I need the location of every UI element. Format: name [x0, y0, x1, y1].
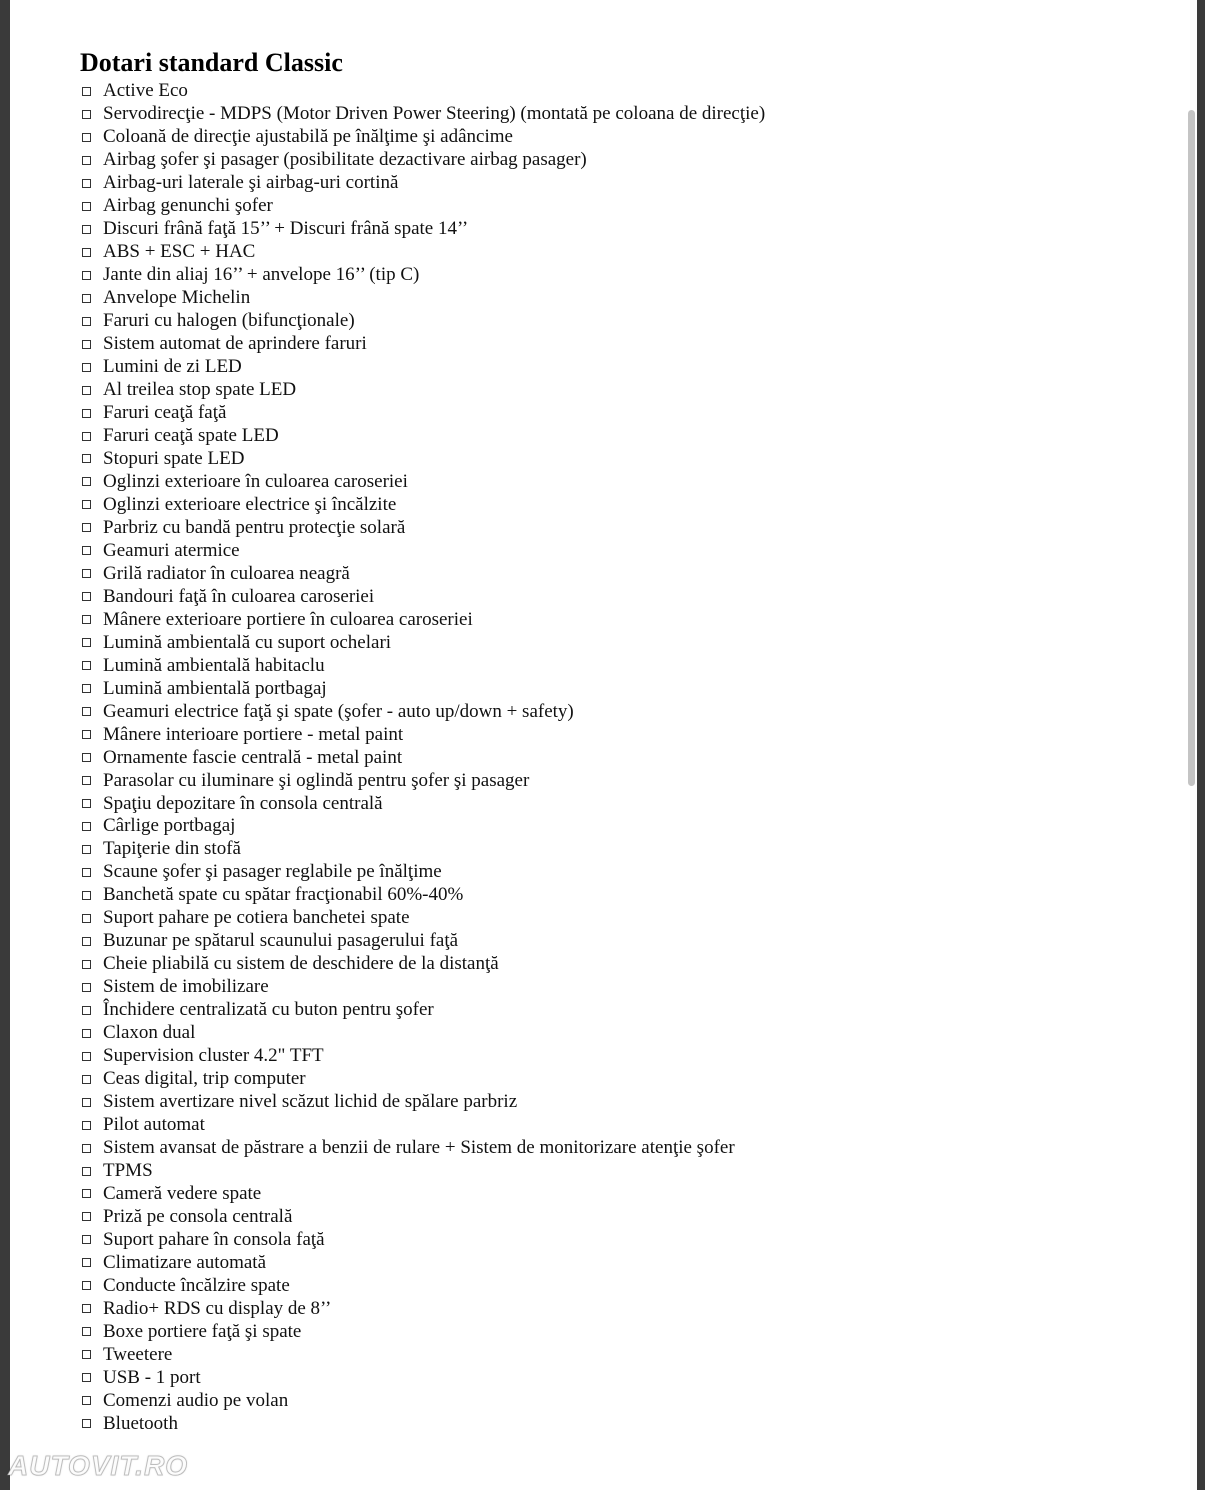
checkbox-icon	[82, 1052, 91, 1061]
list-item-label: Lumină ambientală habitaclu	[103, 654, 325, 676]
checkbox-icon	[82, 432, 91, 441]
checkbox-icon	[82, 1167, 91, 1176]
checkbox-icon	[82, 1121, 91, 1130]
list-item	[80, 103, 765, 126]
checkbox-icon	[82, 592, 91, 601]
list-item-label: Lumină ambientală portbagaj	[103, 677, 327, 699]
list-item-label: Parasolar cu iluminare şi oglindă pentru şofer şi pasager	[103, 769, 530, 791]
checkbox-icon	[82, 1029, 91, 1038]
list-item	[80, 723, 765, 746]
list-item	[80, 241, 765, 264]
checkbox-icon	[82, 753, 91, 762]
checkbox-icon	[82, 133, 91, 142]
checkbox-icon	[82, 937, 91, 946]
list-item	[80, 493, 765, 516]
checkbox-icon	[82, 1235, 91, 1244]
list-item-label: Geamuri electrice faţă şi spate (şofer - auto up/down + safety)	[103, 700, 574, 722]
list-item	[80, 1183, 765, 1206]
list-item	[80, 654, 765, 677]
list-item-label: Claxon dual	[103, 1022, 196, 1044]
checkbox-icon	[82, 730, 91, 739]
checkbox-icon	[82, 271, 91, 280]
list-item	[80, 884, 765, 907]
list-item-label: Spaţiu depozitare în consola centrală	[103, 792, 383, 814]
list-item-label: Cârlige portbagaj	[103, 815, 236, 837]
checkbox-icon	[82, 1258, 91, 1267]
list-item	[80, 1274, 765, 1297]
list-item-label: Boxe portiere faţă şi spate	[103, 1320, 302, 1342]
list-item	[80, 470, 765, 493]
checkbox-icon	[82, 1144, 91, 1153]
checkbox-icon	[82, 454, 91, 463]
checkbox-icon	[82, 87, 91, 96]
list-item	[80, 631, 765, 654]
list-item	[80, 999, 765, 1022]
checkbox-icon	[82, 1189, 91, 1198]
list-item-label: Coloană de direcţie ajustabilă pe înălţime şi adâncime	[103, 126, 513, 148]
list-item-label: Parbriz cu bandă pentru protecţie solară	[103, 516, 406, 538]
checkbox-icon	[82, 799, 91, 808]
list-item	[80, 1091, 765, 1114]
list-item	[80, 126, 765, 149]
list-item	[80, 1297, 765, 1320]
list-item-label: ABS + ESC + HAC	[103, 241, 256, 263]
list-item-label: Scaune şofer şi pasager reglabile pe înălţime	[103, 861, 442, 883]
list-item	[80, 1137, 765, 1160]
list-item	[80, 1343, 765, 1366]
list-item-label: Conducte încălzire spate	[103, 1274, 290, 1296]
list-item	[80, 402, 765, 425]
list-item	[80, 1160, 765, 1183]
list-item	[80, 585, 765, 608]
checkbox-icon	[82, 638, 91, 647]
checkbox-icon	[82, 1419, 91, 1428]
list-item-label: Climatizare automată	[103, 1251, 267, 1273]
list-item	[80, 976, 765, 999]
list-item	[80, 516, 765, 539]
list-item	[80, 746, 765, 769]
list-item	[80, 80, 765, 103]
list-item	[80, 172, 765, 195]
list-item-label: Banchetă spate cu spătar fracţionabil 60%-40%	[103, 884, 464, 906]
list-item	[80, 379, 765, 402]
checkbox-icon	[82, 294, 91, 303]
list-item-label: Airbag genunchi şofer	[103, 195, 273, 217]
checkbox-icon	[82, 1006, 91, 1015]
checkbox-icon	[82, 156, 91, 165]
list-item-label: Jante din aliaj 16’’ + anvelope 16’’ (tip C)	[103, 264, 420, 286]
list-item	[80, 1045, 765, 1068]
checkbox-icon	[82, 225, 91, 234]
checkbox-icon	[82, 1350, 91, 1359]
list-item-label: Suport pahare în consola faţă	[103, 1228, 325, 1250]
checkbox-icon	[82, 477, 91, 486]
list-item	[80, 195, 765, 218]
list-item	[80, 953, 765, 976]
list-item-label: Faruri cu halogen (bifuncţionale)	[103, 310, 355, 332]
list-item	[80, 1114, 765, 1137]
checkbox-icon	[82, 983, 91, 992]
checkbox-icon	[82, 1396, 91, 1405]
list-item-label: Ornamente fascie centrală - metal paint	[103, 746, 403, 768]
checkbox-icon	[82, 615, 91, 624]
list-item	[80, 1320, 765, 1343]
list-item-label: Tapiţerie din stofă	[103, 838, 241, 860]
list-item	[80, 448, 765, 471]
checkbox-icon	[82, 110, 91, 119]
list-item-label: Sistem avansat de păstrare a benzii de rulare + Sistem de monitorizare atenţie şofer	[103, 1137, 735, 1159]
checkbox-icon	[82, 1075, 91, 1084]
list-item-label: USB - 1 port	[103, 1366, 201, 1388]
list-item	[80, 1205, 765, 1228]
checkbox-icon	[82, 363, 91, 372]
list-item	[80, 287, 765, 310]
checkbox-icon	[82, 409, 91, 418]
list-item	[80, 1251, 765, 1274]
list-item-label: Mânere interioare portiere - metal paint	[103, 723, 404, 745]
list-item-label: Lumină ambientală cu suport ochelari	[103, 631, 392, 653]
checkbox-icon	[82, 500, 91, 509]
list-item-label: Sistem avertizare nivel scăzut lichid de spălare parbriz	[103, 1091, 518, 1113]
list-item	[80, 907, 765, 930]
checkbox-icon	[82, 1373, 91, 1382]
list-item-label: Stopuri spate LED	[103, 447, 245, 469]
checkbox-icon	[82, 1327, 91, 1336]
list-item-label: Pilot automat	[103, 1114, 205, 1136]
checkbox-icon	[82, 340, 91, 349]
checkbox-icon	[82, 822, 91, 831]
list-item	[80, 218, 765, 241]
checkbox-icon	[82, 1212, 91, 1221]
list-item-label: Bandouri faţă în culoarea caroseriei	[103, 585, 375, 607]
checkbox-icon	[82, 684, 91, 693]
list-item	[80, 838, 765, 861]
checkbox-icon	[82, 868, 91, 877]
list-item	[80, 425, 765, 448]
list-item	[80, 1022, 765, 1045]
list-item-label: Sistem automat de aprindere faruri	[103, 333, 367, 355]
list-item-label: Oglinzi exterioare în culoarea caroseriei	[103, 470, 408, 492]
scrollbar-thumb[interactable]	[1188, 110, 1195, 786]
list-item-label: TPMS	[103, 1160, 153, 1182]
list-item-label: Ceas digital, trip computer	[103, 1068, 306, 1090]
list-item	[80, 930, 765, 953]
list-item-label: Comenzi audio pe volan	[103, 1389, 289, 1411]
list-item	[80, 310, 765, 333]
list-item-label: Airbag şofer şi pasager (posibilitate dezactivare airbag pasager)	[103, 149, 587, 171]
list-item-label: Tweetere	[103, 1343, 173, 1365]
list-item-label: Oglinzi exterioare electrice şi încălzite	[103, 493, 397, 515]
list-item	[80, 356, 765, 379]
list-item-label: Bluetooth	[103, 1412, 178, 1434]
list-item	[80, 700, 765, 723]
list-item-label: Supervision cluster 4.2" TFT	[103, 1045, 324, 1067]
watermark-logo: AUTOVIT.RO	[8, 1450, 189, 1481]
checkbox-icon	[82, 386, 91, 395]
checkbox-icon	[82, 707, 91, 716]
checkbox-icon	[82, 317, 91, 326]
list-item-label: Active Eco	[103, 80, 188, 102]
list-item-label: Grilă radiator în culoarea neagră	[103, 562, 350, 584]
list-item	[80, 1228, 765, 1251]
checkbox-icon	[82, 569, 91, 578]
list-item	[80, 333, 765, 356]
list-item	[80, 1412, 765, 1435]
list-item-label: Lumini de zi LED	[103, 356, 242, 378]
checkbox-icon	[82, 960, 91, 969]
list-item-label: Airbag-uri laterale şi airbag-uri cortină	[103, 172, 399, 194]
list-item	[80, 861, 765, 884]
list-item	[80, 792, 765, 815]
features-list	[80, 80, 765, 1435]
checkbox-icon	[82, 776, 91, 785]
checkbox-icon	[82, 1304, 91, 1313]
list-item-label: Cameră vedere spate	[103, 1182, 262, 1204]
list-item	[80, 677, 765, 700]
list-item	[80, 264, 765, 287]
checkbox-icon	[82, 202, 91, 211]
checkbox-icon	[82, 661, 91, 670]
list-item-label: Discuri frână faţă 15’’ + Discuri frână spate 14’’	[103, 218, 469, 240]
list-item-label: Priză pe consola centrală	[103, 1205, 293, 1227]
list-item	[80, 769, 765, 792]
checkbox-icon	[82, 891, 91, 900]
list-item-label: Faruri ceaţă spate LED	[103, 425, 279, 447]
list-item	[80, 608, 765, 631]
list-item-label: Sistem de imobilizare	[103, 976, 269, 998]
checkbox-icon	[82, 546, 91, 555]
checkbox-icon	[82, 845, 91, 854]
list-item-label: Suport pahare pe cotiera banchetei spate	[103, 907, 410, 929]
list-item-label: Cheie pliabilă cu sistem de deschidere de la distanţă	[103, 953, 499, 975]
list-item	[80, 1068, 765, 1091]
list-item	[80, 815, 765, 838]
checkbox-icon	[82, 914, 91, 923]
list-item	[80, 149, 765, 172]
list-item	[80, 1389, 765, 1412]
checkbox-icon	[82, 523, 91, 532]
list-item	[80, 1366, 765, 1389]
document-title: Dotari standard Classic	[80, 48, 343, 77]
list-item	[80, 539, 765, 562]
list-item-label: Mânere exterioare portiere în culoarea caroseriei	[103, 608, 473, 630]
checkbox-icon	[82, 248, 91, 257]
list-item-label: Anvelope Michelin	[103, 287, 251, 309]
list-item	[80, 562, 765, 585]
checkbox-icon	[82, 1281, 91, 1290]
list-item-label: Radio+ RDS cu display de 8’’	[103, 1297, 332, 1319]
list-item-label: Servodirecţie - MDPS (Motor Driven Power Steering) (montată pe coloana de direcţie)	[103, 103, 766, 125]
list-item-label: Închidere centralizată cu buton pentru şofer	[103, 999, 434, 1021]
list-item-label: Al treilea stop spate LED	[103, 379, 297, 401]
list-item-label: Faruri ceaţă faţă	[103, 402, 227, 424]
list-item-label: Geamuri atermice	[103, 539, 240, 561]
document-content	[80, 46, 765, 1435]
checkbox-icon	[82, 1098, 91, 1107]
document-page	[10, 0, 1197, 1490]
checkbox-icon	[82, 179, 91, 188]
list-item-label: Buzunar pe spătarul scaunului pasagerului faţă	[103, 930, 459, 952]
